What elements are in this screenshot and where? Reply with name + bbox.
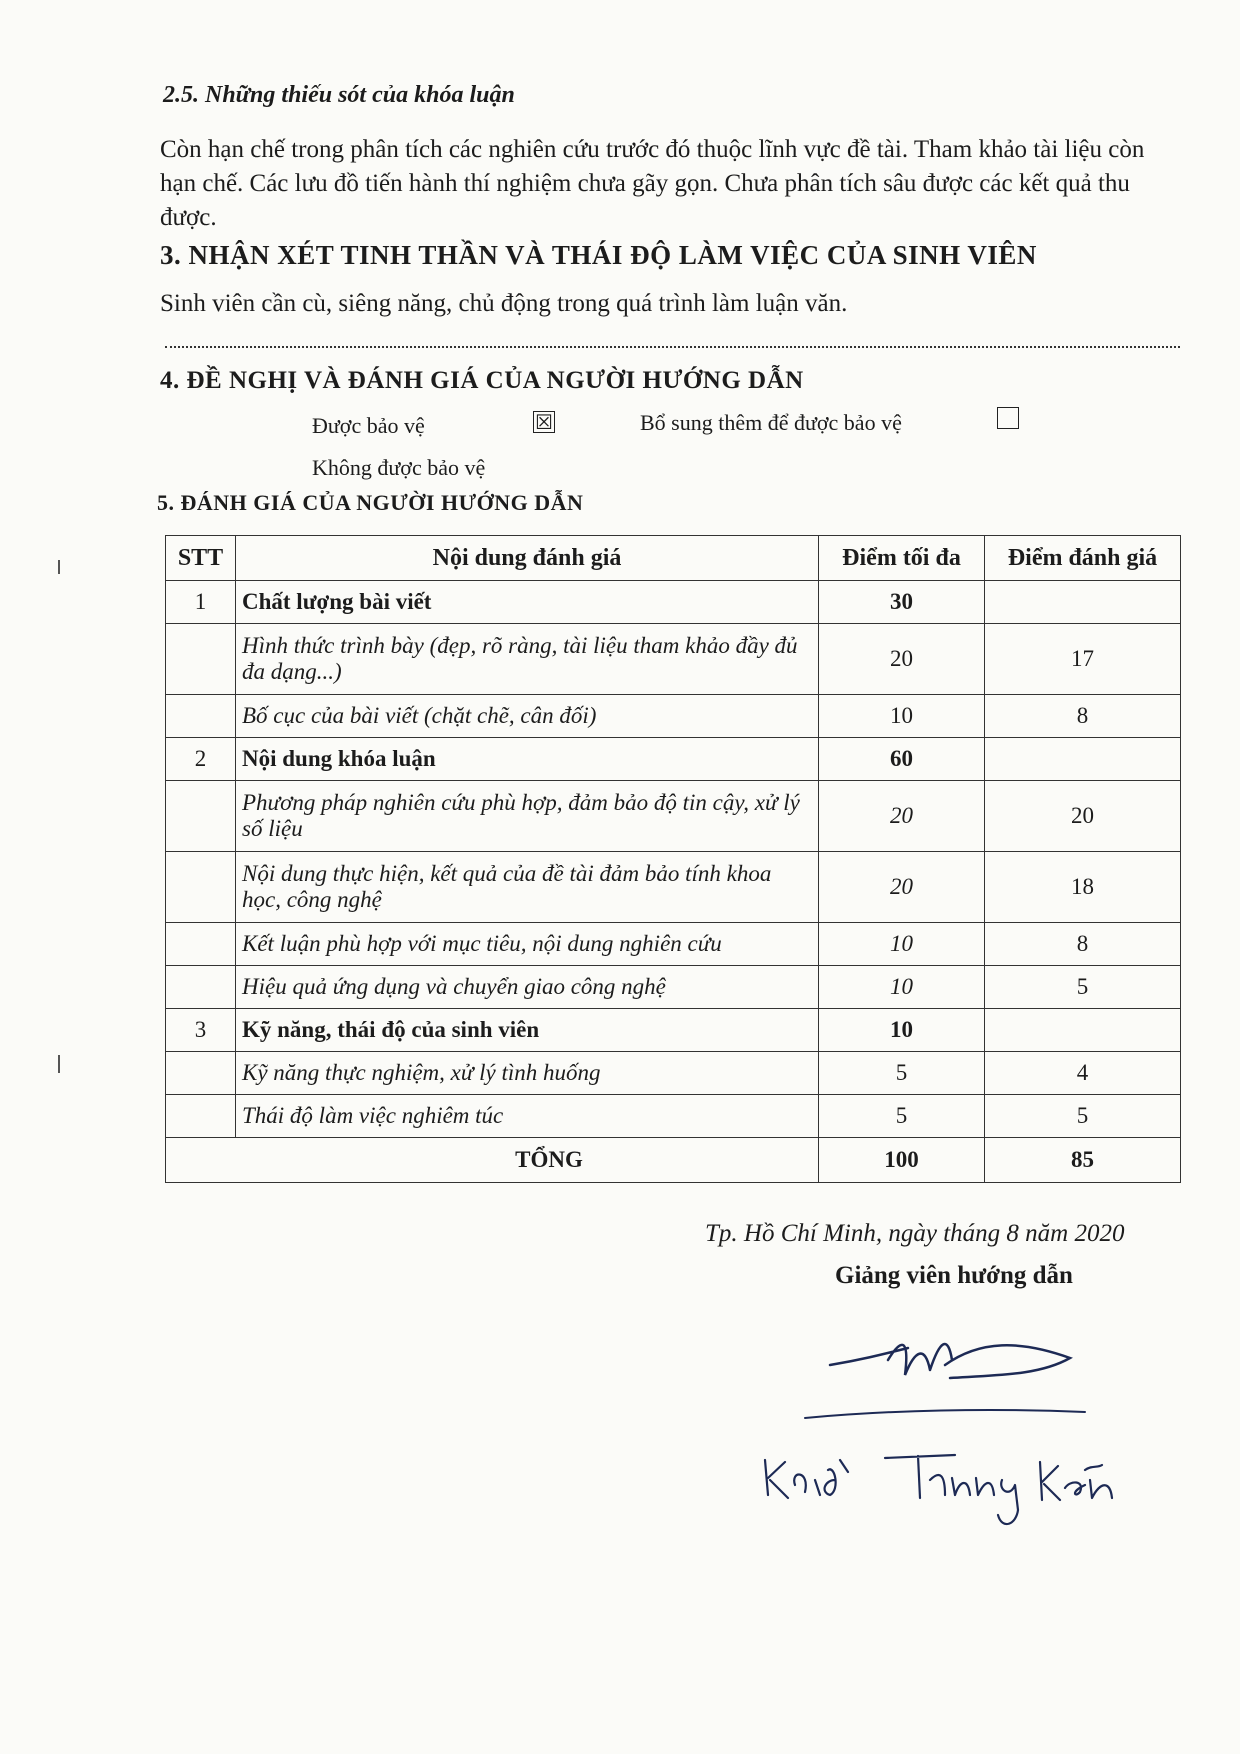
row-score: 20: [985, 781, 1181, 852]
table-row: [166, 1095, 1181, 1138]
scan-mark: [58, 1055, 60, 1073]
checkbox-supplement[interactable]: [997, 407, 1019, 429]
row-max: 30: [819, 581, 985, 624]
header-content: Nội dung đánh giá: [236, 536, 819, 581]
row-max: 5: [819, 1095, 985, 1138]
row-content: Kỹ năng thực nghiệm, xử lý tình huống: [236, 1052, 819, 1095]
row-content: Chất lượng bài viết: [236, 581, 819, 624]
row-score: 17: [985, 624, 1181, 695]
row-stt: 3: [166, 1009, 236, 1052]
section-4-heading: 4. ĐỀ NGHỊ VÀ ĐÁNH GIÁ CỦA NGƯỜI HƯỚNG DẪN: [160, 367, 804, 394]
table-header-row: [166, 536, 1181, 581]
row-score: [985, 738, 1181, 781]
row-stt: [166, 1095, 236, 1138]
row-max: 10: [819, 966, 985, 1009]
row-score: 8: [985, 923, 1181, 966]
row-score: [985, 581, 1181, 624]
row-content: Kết luận phù hợp với mục tiêu, nội dung nghiên cứu: [236, 923, 819, 966]
row-score: 8: [985, 695, 1181, 738]
total-max: 100: [819, 1138, 985, 1183]
row-score: 4: [985, 1052, 1181, 1095]
header-max-score: Điểm tối đa: [819, 536, 985, 581]
table-row: [166, 781, 1181, 852]
handwritten-signature: [740, 1320, 1160, 1540]
row-stt: [166, 852, 236, 923]
row-score: 18: [985, 852, 1181, 923]
evaluation-table: [165, 535, 1181, 1183]
row-stt: [166, 923, 236, 966]
row-stt: 1: [166, 581, 236, 624]
row-stt: [166, 695, 236, 738]
row-max: 10: [819, 923, 985, 966]
option-label-supplement: Bổ sung thêm để được bảo vệ: [640, 410, 902, 435]
row-content: Nội dung khóa luận: [236, 738, 819, 781]
dotted-divider: [165, 346, 1180, 348]
table-row: [166, 966, 1181, 1009]
signer-role: Giảng viên hướng dẫn: [835, 1262, 1073, 1289]
row-content: Phương pháp nghiên cứu phù hợp, đảm bảo độ tin cậy, xử lý số liệu: [236, 781, 819, 852]
section-5-heading: 5. ĐÁNH GIÁ CỦA NGƯỜI HƯỚNG DẪN: [157, 490, 584, 515]
row-content: Hiệu quả ứng dụng và chuyển giao công nghệ: [236, 966, 819, 1009]
row-max: 10: [819, 695, 985, 738]
table-row: [166, 624, 1181, 695]
row-stt: [166, 624, 236, 695]
row-content: Kỹ năng, thái độ của sinh viên: [236, 1009, 819, 1052]
row-max: 20: [819, 624, 985, 695]
table-row: [166, 1052, 1181, 1095]
row-max: 10: [819, 1009, 985, 1052]
row-max: 20: [819, 781, 985, 852]
row-content: Hình thức trình bày (đẹp, rõ ràng, tài liệu tham khảo đầy đủ đa dạng...): [236, 624, 819, 695]
table-row: [166, 695, 1181, 738]
section-3-body: Sinh viên cần cù, siêng năng, chủ động trong quá trình làm luận văn.: [160, 290, 848, 317]
row-stt: 2: [166, 738, 236, 781]
row-stt: [166, 781, 236, 852]
total-score: 85: [985, 1138, 1181, 1183]
row-content: Nội dung thực hiện, kết quả của đề tài đảm bảo tính khoa học, công nghệ: [236, 852, 819, 923]
section-2-5-heading: 2.5. Những thiếu sót của khóa luận: [163, 82, 515, 108]
section-2-5-body: Còn hạn chế trong phân tích các nghiên cứu trước đó thuộc lĩnh vực đề tài. Tham khảo tài liệu còn hạn chế. Các lưu đồ tiến hành thí nghiệm chưa gãy gọn. Chưa phân tích sâu được các kết quả thu được.: [160, 136, 1145, 231]
row-score: 5: [985, 966, 1181, 1009]
header-stt: STT: [166, 536, 236, 581]
option-label-protect: Được bảo vệ: [312, 413, 425, 438]
row-content: Thái độ làm việc nghiêm túc: [236, 1095, 819, 1138]
row-max: 20: [819, 852, 985, 923]
option-label-not-protect: Không được bảo vệ: [312, 455, 486, 480]
total-label: TỔNG: [166, 1138, 819, 1183]
table-row: [166, 852, 1181, 923]
scan-mark: [58, 560, 60, 574]
row-stt: [166, 1052, 236, 1095]
checkbox-protect[interactable]: ☒: [533, 411, 555, 433]
row-max: 60: [819, 738, 985, 781]
table-row: [166, 923, 1181, 966]
place-date: Tp. Hồ Chí Minh, ngày tháng 8 năm 2020: [705, 1220, 1125, 1247]
row-content: Bố cục của bài viết (chặt chẽ, cân đối): [236, 695, 819, 738]
table-row: [166, 738, 1181, 781]
row-score: [985, 1009, 1181, 1052]
row-score: 5: [985, 1095, 1181, 1138]
section-3-heading: 3. NHẬN XÉT TINH THẦN VÀ THÁI ĐỘ LÀM VIỆC CỦA SINH VIÊN: [160, 240, 1037, 270]
header-given-score: Điểm đánh giá: [985, 536, 1181, 581]
table-row: [166, 1009, 1181, 1052]
row-stt: [166, 966, 236, 1009]
row-max: 5: [819, 1052, 985, 1095]
table-total-row: [166, 1138, 1181, 1183]
table-row: [166, 581, 1181, 624]
